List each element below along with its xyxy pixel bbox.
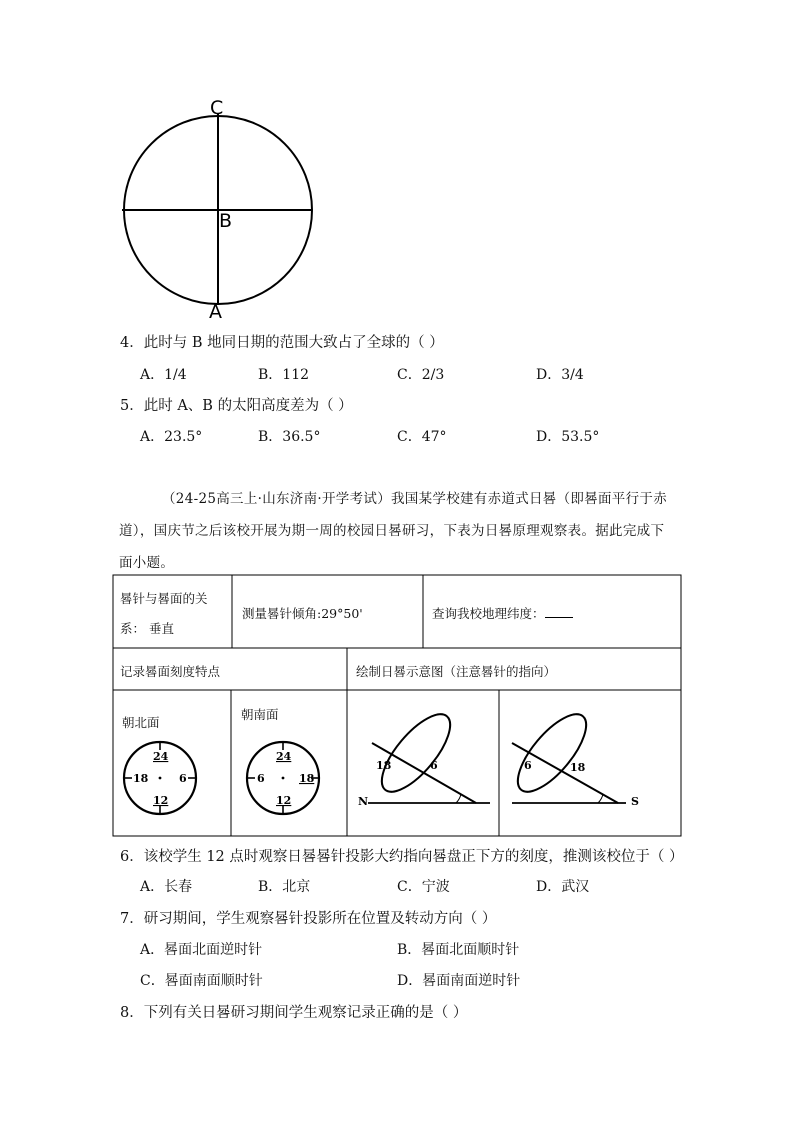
sundial-sketch-north [348, 691, 498, 835]
label-a: A [209, 301, 222, 323]
question-5: 5．此时 A、B 的太阳高度差为（ ） [120, 398, 353, 414]
q7-option-a[interactable]: A．晷面北面逆时针 [140, 942, 263, 958]
intro-line-3: 面小题。 [119, 555, 175, 571]
q4-option-c[interactable]: C．2/3 [397, 367, 445, 383]
north-dial [122, 740, 202, 820]
north-dial-12: 12 [153, 794, 169, 807]
q5-option-b[interactable]: B．36.5° [258, 429, 321, 445]
q4-option-d[interactable]: D．3/4 [536, 367, 584, 383]
north-dial-18: 18 [133, 772, 149, 785]
q7-option-b[interactable]: B．晷面北面顺时针 [397, 942, 520, 958]
q6-option-c[interactable]: C．宁波 [397, 879, 450, 895]
sundial-sketch-south [500, 691, 680, 835]
q7-option-c[interactable]: C．晷面南面顺时针 [140, 973, 263, 989]
relation-label-line2: 系： 垂直 [120, 621, 174, 636]
question-8: 8．下列有关日晷研习期间学生观察记录正确的是（ ） [120, 1005, 468, 1021]
south-dial-12: 12 [276, 794, 292, 807]
q4-option-b[interactable]: B．112 [258, 367, 310, 383]
q5-option-a[interactable]: A．23.5° [140, 429, 203, 445]
question-7: 7．研习期间，学生观察晷针投影所在位置及转动方向（ ） [120, 911, 497, 927]
intro-line-2: 道），国庆节之后该校开展为期一周的校园日晷研习，下表为日晷原理观察表。据此完成下 [119, 523, 665, 539]
sketch-north-dir: N [358, 795, 369, 808]
gnomon-angle: 测量晷针倾角:29°50' [242, 606, 363, 621]
south-dial-6: 6 [257, 772, 265, 785]
q6-option-b[interactable]: B．北京 [258, 879, 311, 895]
south-dial-24: 24 [276, 750, 292, 763]
north-dial-6: 6 [179, 772, 187, 785]
intro-line-1: （24-25高三上·山东济南·开学考试）我国某学校建有赤道式日晷（即晷面平行于赤 [162, 491, 667, 507]
sketch-south-6: 6 [524, 759, 532, 772]
sketch-north-18: 18 [376, 759, 392, 772]
latitude-blank[interactable] [545, 605, 573, 618]
question-4: 4．此时与 B 地同日期的范围大致占了全球的（ ） [120, 335, 444, 351]
south-dial [245, 740, 325, 820]
question-6: 6．该校学生 12 点时观察日晷晷针投影大约指向晷盘正下方的刻度，推测该校位于（ ） [120, 849, 684, 865]
sketch-south-dir: S [631, 795, 639, 808]
sketch-south-18: 18 [570, 761, 586, 774]
q7-option-d[interactable]: D．晷面南面逆时针 [397, 973, 521, 989]
north-face-label: 朝北面 [122, 715, 160, 730]
q5-option-d[interactable]: D．53.5° [536, 429, 600, 445]
q5-option-c[interactable]: C．47° [397, 429, 447, 445]
q6-option-a[interactable]: A．长春 [140, 879, 193, 895]
label-b: B [219, 210, 233, 232]
north-dial-24: 24 [153, 750, 169, 763]
south-dial-18: 18 [299, 772, 315, 785]
school-latitude-label: 查询我校地理纬度： [432, 604, 573, 622]
sketch-north-6: 6 [430, 759, 438, 772]
south-face-label: 朝南面 [241, 707, 279, 722]
dial-scale-label: 记录晷面刻度特点 [120, 664, 221, 679]
relation-label-line1: 晷针与晷面的关 [120, 591, 208, 606]
q4-option-a[interactable]: A．1/4 [140, 367, 187, 383]
q6-option-d[interactable]: D．武汉 [536, 879, 590, 895]
label-c: C [210, 97, 224, 119]
sketch-label: 绘制日晷示意图（注意晷针的指向） [356, 664, 557, 679]
